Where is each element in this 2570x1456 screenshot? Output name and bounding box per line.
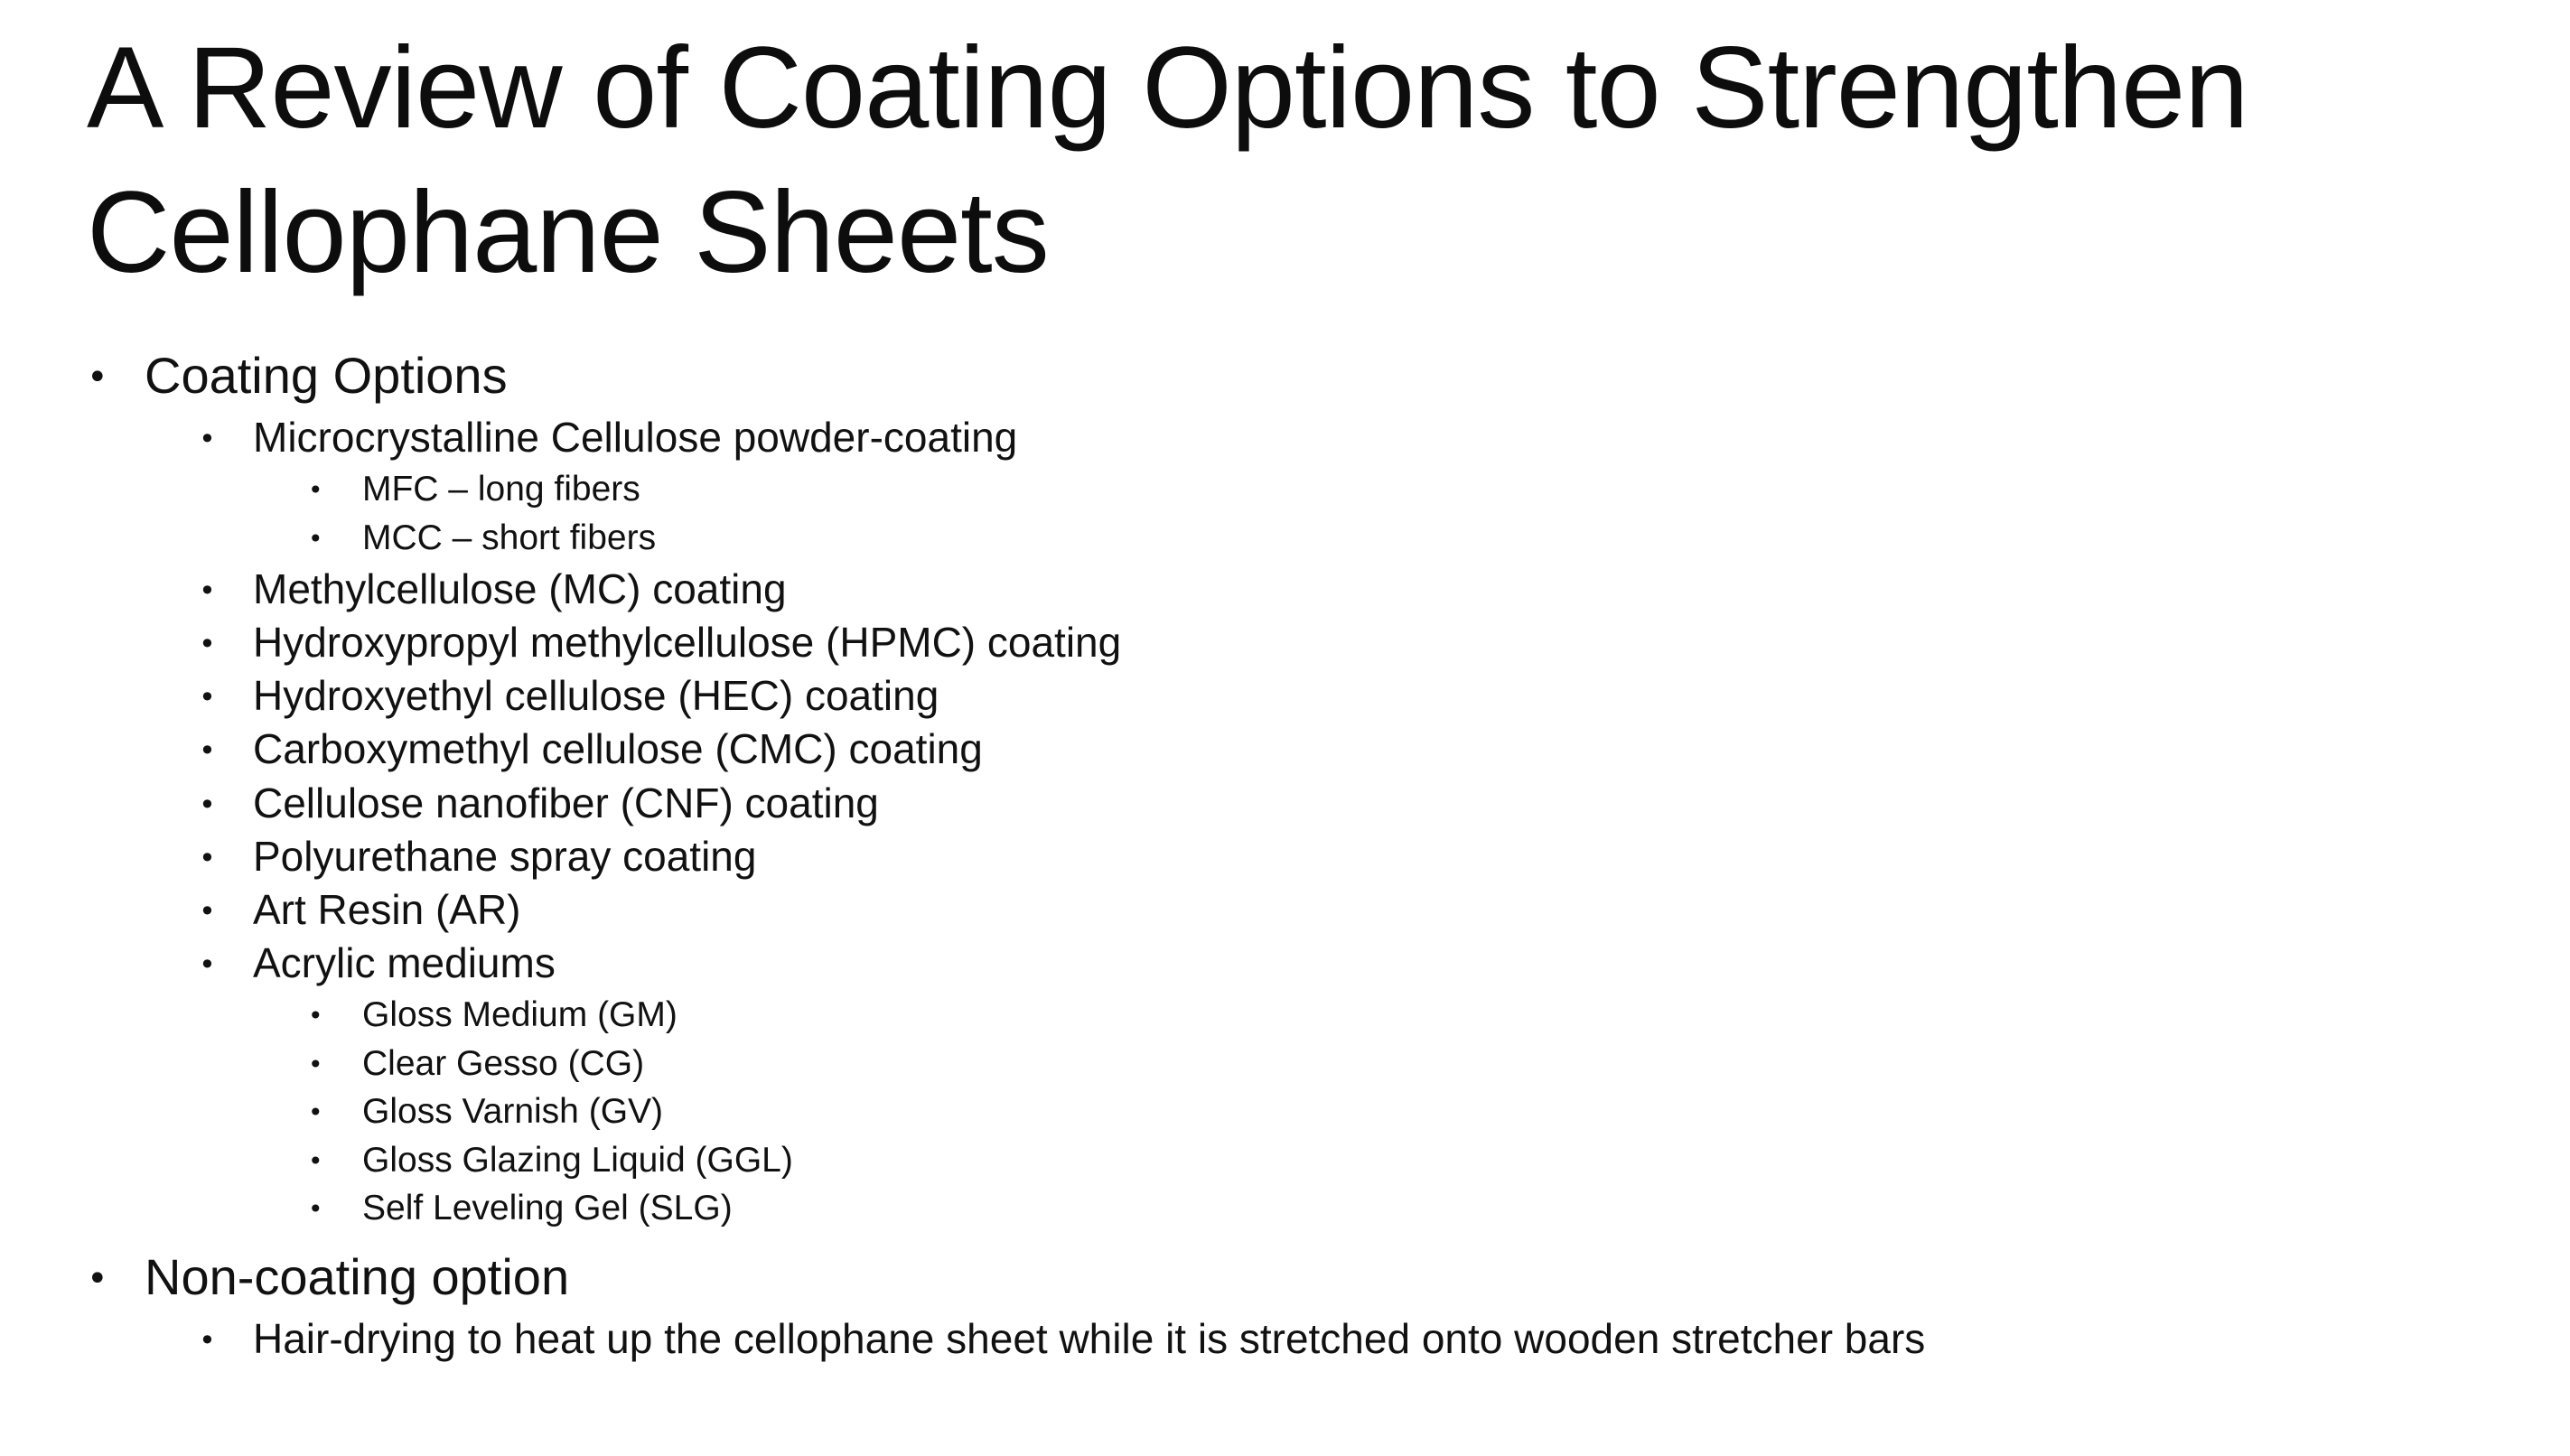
bullet-dot: • [199,1323,216,1358]
bullet-gloss-varnish [308,1090,664,1134]
bullet-dot: • [87,1258,108,1300]
bullet-dot: • [308,1194,323,1224]
bullet-label: Gloss Glazing Liquid (GGL) [362,1141,793,1180]
bullet-label: Gloss Varnish (GV) [362,1092,664,1131]
bullet-hpmc [199,617,1122,667]
bullet-mfc [308,468,640,511]
bullet-hec [199,670,939,721]
bullet-dot: • [199,422,216,456]
slide-title-line-1: A Review of Coating Options to Strengthen [87,23,2248,153]
bullet-art-resin [199,884,521,935]
bullet-dot: • [199,841,216,875]
bullet-label: Microcrystalline Cellulose powder-coating [253,414,1018,461]
bullet-label: Hydroxyethyl cellulose (HEC) coating [253,672,939,719]
bullet-dot: • [308,1097,323,1127]
bullet-dot: • [87,357,108,398]
bullet-label: Carboxymethyl cellulose (CMC) coating [253,725,983,772]
bullet-mcc [308,517,657,560]
bullet-label: Hydroxypropyl methylcellulose (HPMC) coating [253,619,1122,666]
bullet-microcrystalline-cellulose [199,412,1018,462]
bullet-dot: • [308,524,323,554]
bullet-acrylic-mediums [199,938,556,988]
bullet-label: Polyurethane spray coating [253,833,757,880]
bullet-label: Clear Gesso (CG) [362,1044,645,1083]
bullet-dot: • [308,475,323,505]
bullet-label: Methylcellulose (MC) coating [253,565,787,612]
bullet-dot: • [199,733,216,768]
bullet-label: Self Leveling Gel (SLG) [362,1189,733,1227]
bullet-hair-drying [199,1313,1926,1364]
slide-title-line-2: Cellophane Sheets [87,168,1049,297]
bullet-label: MFC – long fibers [362,470,640,509]
bullet-gloss-medium [308,994,678,1037]
bullet-label: Non-coating option [145,1248,570,1305]
bullet-self-leveling-gel [308,1187,733,1230]
bullet-cnf [199,778,879,828]
bullet-label: Hair-drying to heat up the cellophane sheet while it is stretched onto wooden stretcher bars [253,1315,1926,1362]
bullet-cmc [199,723,983,774]
bullet-gloss-glazing-liquid [308,1139,793,1182]
bullet-dot: • [308,1146,323,1176]
bullet-non-coating-option [87,1248,570,1306]
bullet-dot: • [199,894,216,929]
bullet-polyurethane [199,831,757,882]
bullet-label: MCC – short fibers [362,518,657,557]
bullet-label: Gloss Medium (GM) [362,995,678,1034]
bullet-coating-options [87,347,508,405]
bullet-dot: • [199,574,216,608]
bullet-dot: • [308,1001,323,1031]
bullet-dot: • [199,947,216,982]
bullet-label: Coating Options [145,347,508,404]
bullet-dot: • [199,680,216,714]
bullet-dot: • [199,788,216,822]
bullet-label: Acrylic mediums [253,939,556,986]
bullet-dot: • [199,627,216,661]
bullet-label: Cellulose nanofiber (CNF) coating [253,779,879,826]
bullet-clear-gesso [308,1042,645,1086]
bullet-methylcellulose [199,564,787,614]
bullet-label: Art Resin (AR) [253,886,521,933]
bullet-dot: • [308,1050,323,1079]
